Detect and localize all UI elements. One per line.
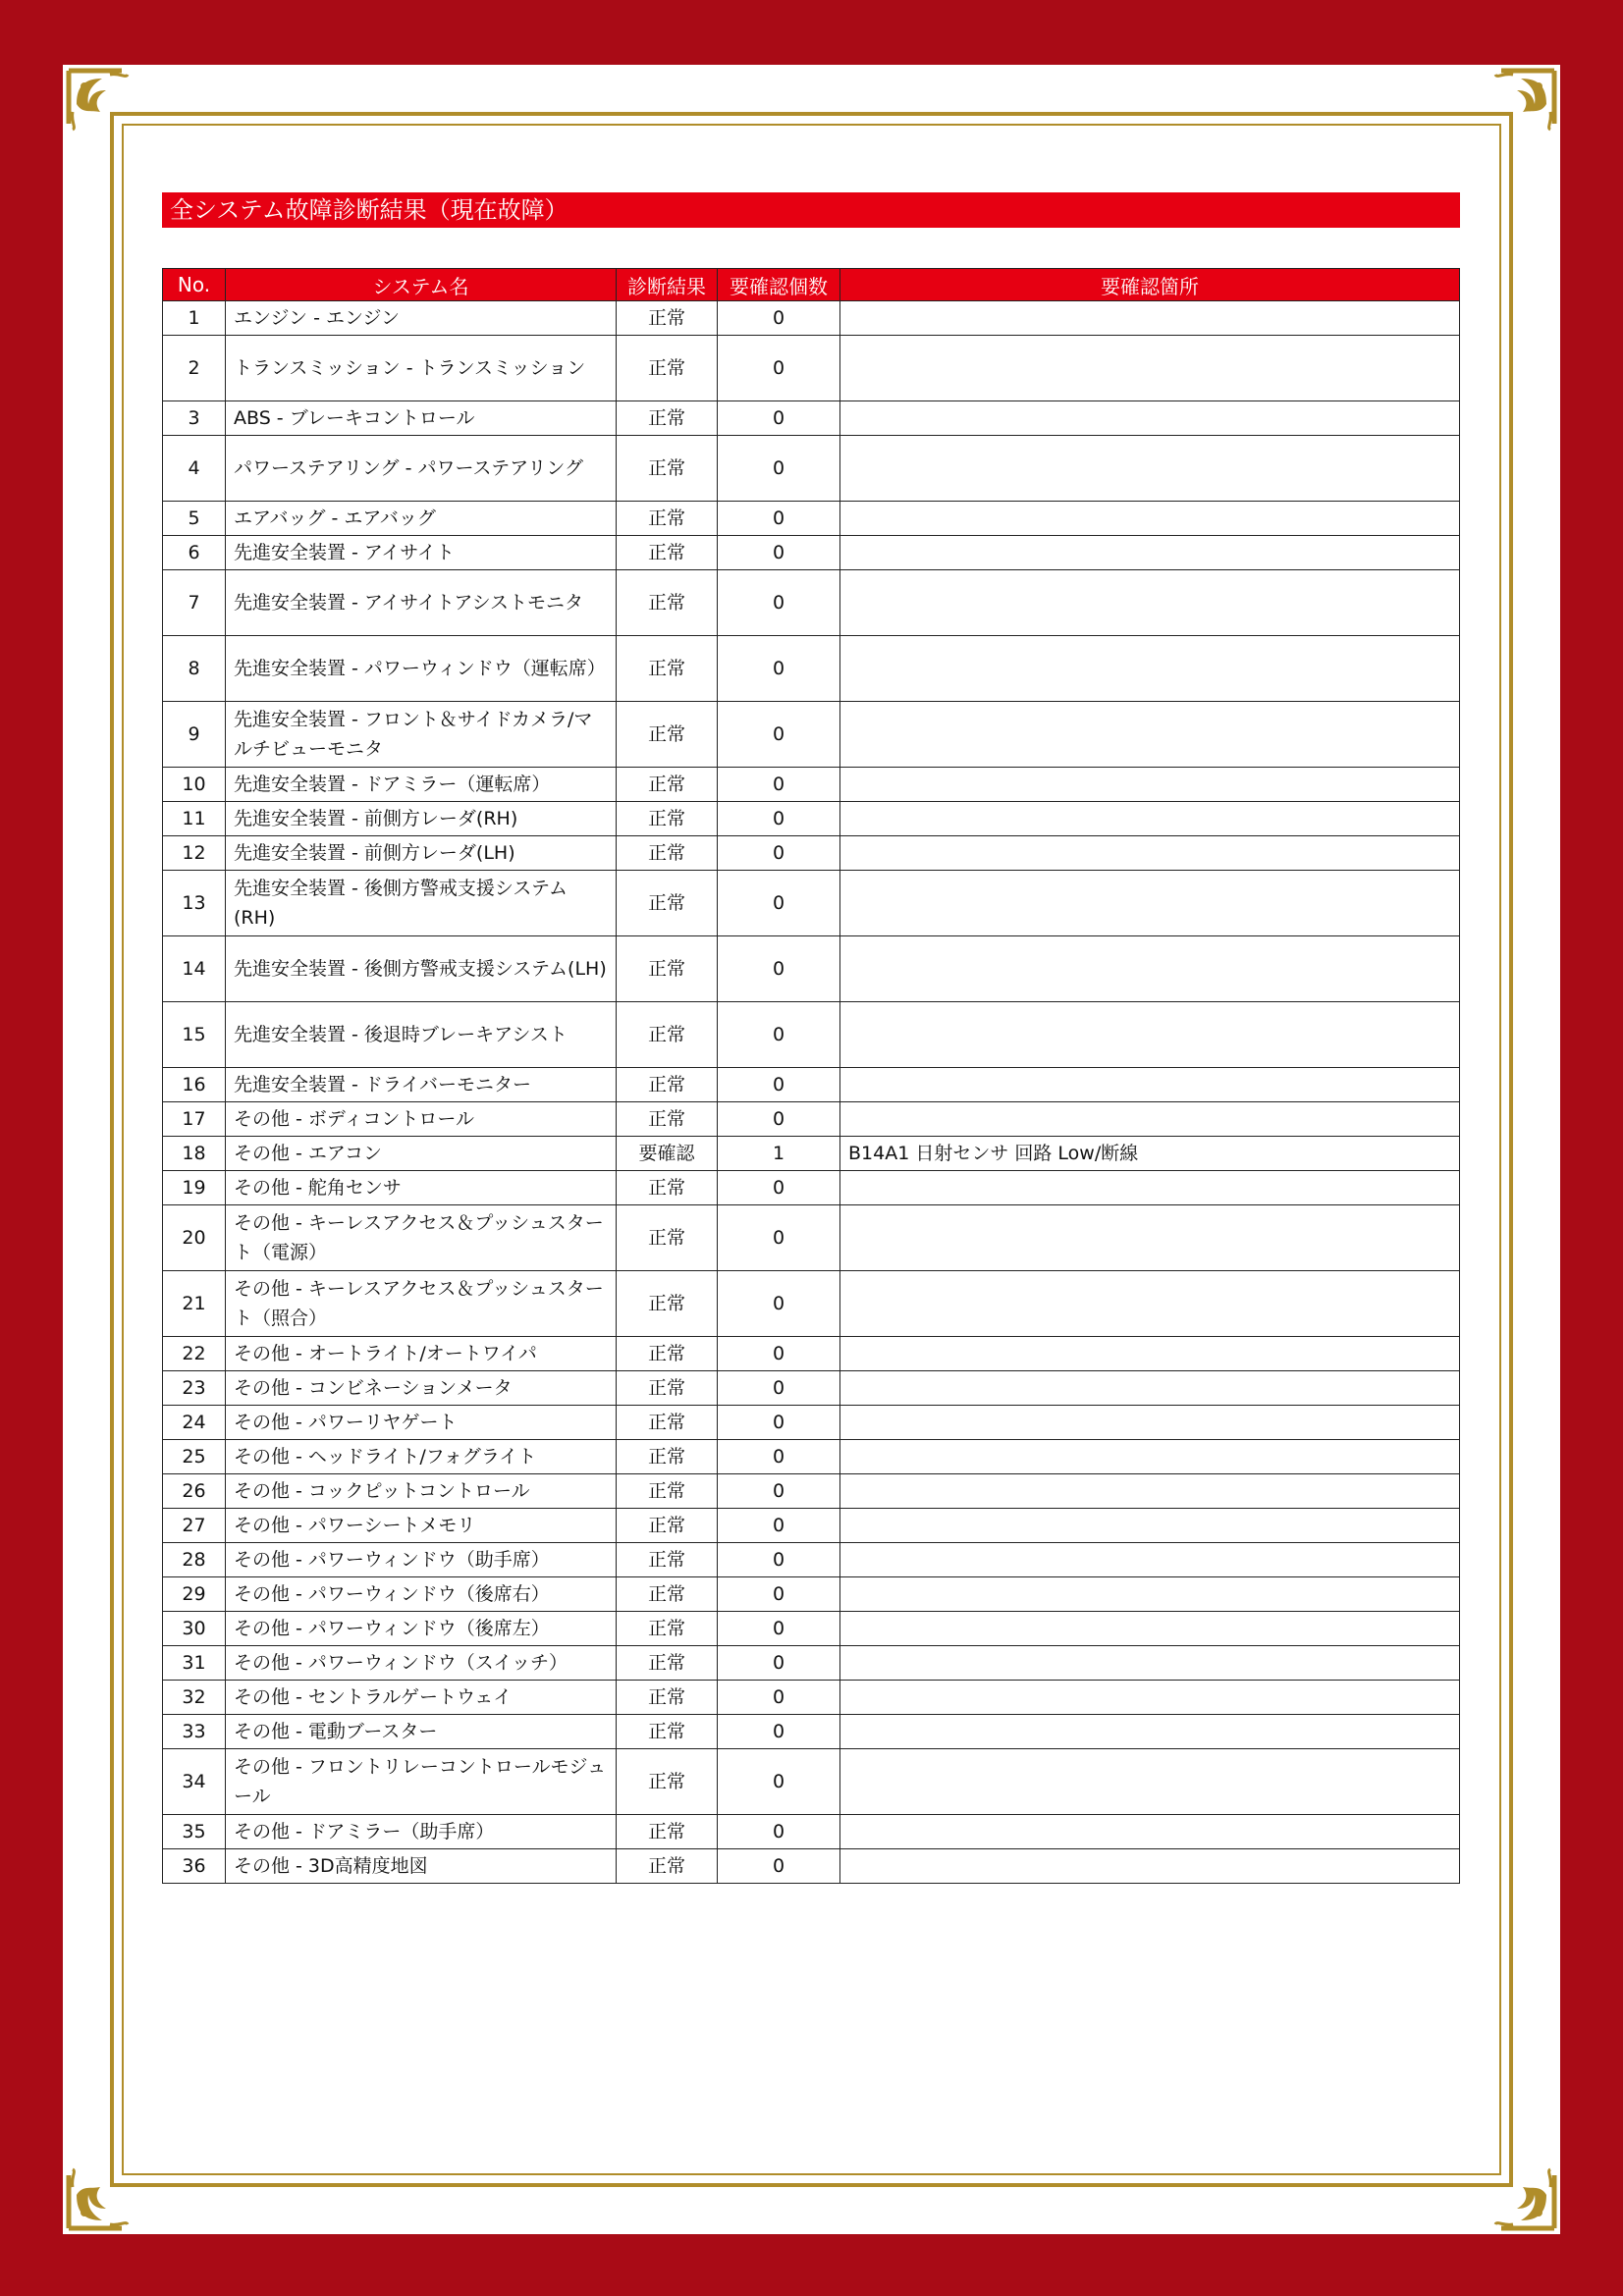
row-result: 正常 [617,1681,718,1715]
row-detail [840,1646,1460,1681]
row-system-name: 先進安全装置 - アイサイトアシストモニタ [226,570,617,636]
row-result: 正常 [617,871,718,936]
row-detail [840,436,1460,502]
row-count: 0 [718,1646,840,1681]
table-row [163,1646,1460,1681]
row-system-name: 先進安全装置 - 前側方レーダ(RH) [226,802,617,836]
row-detail [840,1406,1460,1440]
row-detail [840,836,1460,871]
row-count: 0 [718,1337,840,1371]
row-no: 16 [163,1068,226,1102]
table-row [163,536,1460,570]
row-system-name: その他 - ヘッドライト/フォグライト [226,1440,617,1474]
row-detail: B14A1 日射センサ 回路 Low/断線 [840,1137,1460,1171]
row-system-name: パワーステアリング - パワーステアリング [226,436,617,502]
row-system-name: 先進安全装置 - 後退時ブレーキアシスト [226,1002,617,1068]
row-detail [840,1612,1460,1646]
row-count: 0 [718,936,840,1002]
row-no: 10 [163,768,226,802]
column-header-system-name: システム名 [226,269,617,301]
row-no: 26 [163,1474,226,1509]
row-result: 正常 [617,1068,718,1102]
row-count: 0 [718,1068,840,1102]
row-detail [840,1815,1460,1849]
row-count: 0 [718,802,840,836]
row-detail [840,570,1460,636]
row-result: 正常 [617,936,718,1002]
row-detail [840,1849,1460,1884]
row-count: 0 [718,1849,840,1884]
table-row [163,802,1460,836]
row-result: 正常 [617,1612,718,1646]
row-no: 14 [163,936,226,1002]
row-detail [840,768,1460,802]
table-row [163,1440,1460,1474]
row-result: 正常 [617,1815,718,1849]
table-row [163,502,1460,536]
report-sheet [63,65,1560,2234]
row-count: 0 [718,436,840,502]
row-result: 正常 [617,1271,718,1337]
table-header-row [163,269,1460,301]
row-detail [840,1002,1460,1068]
table-row [163,1509,1460,1543]
row-count: 0 [718,1440,840,1474]
row-system-name: その他 - ボディコントロール [226,1102,617,1137]
row-no: 19 [163,1171,226,1205]
table-row [163,1002,1460,1068]
row-no: 9 [163,702,226,768]
row-detail [840,802,1460,836]
row-system-name: 先進安全装置 - 後側方警戒支援システム(LH) [226,936,617,1002]
row-count: 0 [718,336,840,401]
row-count: 0 [718,1406,840,1440]
row-no: 2 [163,336,226,401]
row-detail [840,1715,1460,1749]
row-result: 正常 [617,1371,718,1406]
row-system-name: 先進安全装置 - 前側方レーダ(LH) [226,836,617,871]
row-result: 正常 [617,1849,718,1884]
row-result: 正常 [617,536,718,570]
row-count: 0 [718,1681,840,1715]
row-system-name: その他 - コックピットコントロール [226,1474,617,1509]
row-count: 0 [718,1371,840,1406]
row-no: 11 [163,802,226,836]
row-system-name: その他 - パワーウィンドウ（スイッチ） [226,1646,617,1681]
table-row [163,1849,1460,1884]
column-header-count: 要確認個数 [718,269,840,301]
row-system-name: その他 - エアコン [226,1137,617,1171]
row-system-name: エンジン - エンジン [226,301,617,336]
row-result: 正常 [617,502,718,536]
row-detail [840,1205,1460,1271]
row-system-name: 先進安全装置 - アイサイト [226,536,617,570]
table-row [163,1068,1460,1102]
row-system-name: 先進安全装置 - パワーウィンドウ（運転席） [226,636,617,702]
row-result: 正常 [617,570,718,636]
row-system-name: その他 - パワーシートメモリ [226,1509,617,1543]
row-count: 0 [718,1715,840,1749]
table-row [163,1715,1460,1749]
row-result: 正常 [617,702,718,768]
row-no: 8 [163,636,226,702]
row-system-name: その他 - フロントリレーコントロールモジュール [226,1749,617,1815]
row-detail [840,401,1460,436]
row-no: 12 [163,836,226,871]
row-no: 17 [163,1102,226,1137]
row-system-name: その他 - ドアミラー（助手席） [226,1815,617,1849]
row-system-name: 先進安全装置 - フロント＆サイドカメラ/マルチビューモニタ [226,702,617,768]
table-row [163,768,1460,802]
table-row [163,401,1460,436]
row-count: 0 [718,401,840,436]
row-detail [840,1068,1460,1102]
row-system-name: その他 - パワーリヤゲート [226,1406,617,1440]
table-row [163,336,1460,401]
table-row [163,301,1460,336]
row-result: 正常 [617,301,718,336]
table-row [163,1171,1460,1205]
table-row [163,1681,1460,1715]
row-count: 0 [718,502,840,536]
row-count: 1 [718,1137,840,1171]
column-header-no: No. [163,269,226,301]
row-detail [840,536,1460,570]
row-result: 正常 [617,1171,718,1205]
row-count: 0 [718,570,840,636]
row-count: 0 [718,1612,840,1646]
row-count: 0 [718,1577,840,1612]
page-title: 全システム故障診断結果（現在故障） [162,192,1460,228]
table-row [163,1577,1460,1612]
corner-ornament-icon [63,2140,157,2234]
row-count: 0 [718,871,840,936]
table-row [163,1749,1460,1815]
row-no: 27 [163,1509,226,1543]
table-row [163,1137,1460,1171]
row-count: 0 [718,301,840,336]
row-no: 4 [163,436,226,502]
row-no: 33 [163,1715,226,1749]
row-count: 0 [718,536,840,570]
row-no: 1 [163,301,226,336]
row-detail [840,636,1460,702]
row-detail [840,1681,1460,1715]
table-row [163,836,1460,871]
row-no: 24 [163,1406,226,1440]
row-no: 28 [163,1543,226,1577]
row-result: 正常 [617,1406,718,1440]
row-no: 21 [163,1271,226,1337]
row-detail [840,702,1460,768]
row-result: 正常 [617,802,718,836]
row-system-name: 先進安全装置 - 後側方警戒支援システム(RH) [226,871,617,936]
row-result: 正常 [617,1337,718,1371]
row-detail [840,871,1460,936]
row-detail [840,502,1460,536]
row-count: 0 [718,1815,840,1849]
table-row [163,1406,1460,1440]
row-system-name: その他 - セントラルゲートウェイ [226,1681,617,1715]
row-no: 29 [163,1577,226,1612]
row-count: 0 [718,1102,840,1137]
row-system-name: その他 - パワーウィンドウ（後席左） [226,1612,617,1646]
row-count: 0 [718,1509,840,1543]
row-no: 23 [163,1371,226,1406]
row-result: 正常 [617,1205,718,1271]
row-count: 0 [718,836,840,871]
table-row [163,1474,1460,1509]
table-row [163,636,1460,702]
row-no: 30 [163,1612,226,1646]
table-row [163,1205,1460,1271]
row-system-name: その他 - オートライト/オートワイパ [226,1337,617,1371]
row-result: 正常 [617,768,718,802]
row-detail [840,1102,1460,1137]
corner-ornament-icon [63,65,157,159]
row-detail [840,301,1460,336]
corner-ornament-icon [1466,65,1560,159]
column-header-detail: 要確認箇所 [840,269,1460,301]
table-row [163,1337,1460,1371]
row-no: 25 [163,1440,226,1474]
table-row [163,1102,1460,1137]
row-no: 22 [163,1337,226,1371]
row-detail [840,1749,1460,1815]
row-system-name: その他 - キーレスアクセス＆プッシュスタート（電源） [226,1205,617,1271]
row-detail [840,1509,1460,1543]
row-result: 正常 [617,401,718,436]
row-no: 7 [163,570,226,636]
row-no: 13 [163,871,226,936]
table-row [163,1271,1460,1337]
row-count: 0 [718,1543,840,1577]
row-result: 正常 [617,1543,718,1577]
row-result: 正常 [617,1440,718,1474]
table-row [163,1612,1460,1646]
table-row [163,936,1460,1002]
row-result: 正常 [617,1509,718,1543]
row-result: 正常 [617,836,718,871]
row-no: 5 [163,502,226,536]
corner-ornament-icon [1466,2140,1560,2234]
row-detail [840,1337,1460,1371]
row-result: 正常 [617,1577,718,1612]
row-result: 要確認 [617,1137,718,1171]
row-detail [840,1543,1460,1577]
row-count: 0 [718,768,840,802]
row-system-name: その他 - パワーウィンドウ（後席右） [226,1577,617,1612]
row-result: 正常 [617,636,718,702]
row-system-name: 先進安全装置 - ドライバーモニター [226,1068,617,1102]
row-no: 31 [163,1646,226,1681]
row-detail [840,936,1460,1002]
row-no: 36 [163,1849,226,1884]
row-result: 正常 [617,1715,718,1749]
row-result: 正常 [617,436,718,502]
diagnosis-table [162,268,1460,1884]
row-result: 正常 [617,1474,718,1509]
row-system-name: 先進安全装置 - ドアミラー（運転席） [226,768,617,802]
row-system-name: その他 - 3D高精度地図 [226,1849,617,1884]
row-count: 0 [718,1002,840,1068]
row-result: 正常 [617,1749,718,1815]
row-system-name: ABS - ブレーキコントロール [226,401,617,436]
row-detail [840,1271,1460,1337]
row-system-name: その他 - キーレスアクセス＆プッシュスタート（照合） [226,1271,617,1337]
row-count: 0 [718,1171,840,1205]
row-detail [840,336,1460,401]
row-count: 0 [718,1749,840,1815]
table-row [163,1543,1460,1577]
row-count: 0 [718,702,840,768]
row-no: 32 [163,1681,226,1715]
row-detail [840,1440,1460,1474]
row-result: 正常 [617,1646,718,1681]
row-system-name: エアバッグ - エアバッグ [226,502,617,536]
row-system-name: トランスミッション - トランスミッション [226,336,617,401]
row-result: 正常 [617,336,718,401]
row-system-name: その他 - コンビネーションメータ [226,1371,617,1406]
row-system-name: その他 - パワーウィンドウ（助手席） [226,1543,617,1577]
column-header-result: 診断結果 [617,269,718,301]
row-system-name: その他 - 電動ブースター [226,1715,617,1749]
row-result: 正常 [617,1002,718,1068]
row-detail [840,1474,1460,1509]
row-count: 0 [718,1205,840,1271]
row-count: 0 [718,1271,840,1337]
row-detail [840,1371,1460,1406]
row-detail [840,1171,1460,1205]
row-no: 20 [163,1205,226,1271]
table-row [163,570,1460,636]
row-no: 35 [163,1815,226,1849]
table-row [163,871,1460,936]
table-row [163,702,1460,768]
row-no: 15 [163,1002,226,1068]
row-count: 0 [718,1474,840,1509]
row-no: 18 [163,1137,226,1171]
row-no: 34 [163,1749,226,1815]
table-row [163,1371,1460,1406]
row-result: 正常 [617,1102,718,1137]
row-no: 3 [163,401,226,436]
table-row [163,1815,1460,1849]
table-row [163,436,1460,502]
row-no: 6 [163,536,226,570]
row-system-name: その他 - 舵角センサ [226,1171,617,1205]
row-detail [840,1577,1460,1612]
row-count: 0 [718,636,840,702]
